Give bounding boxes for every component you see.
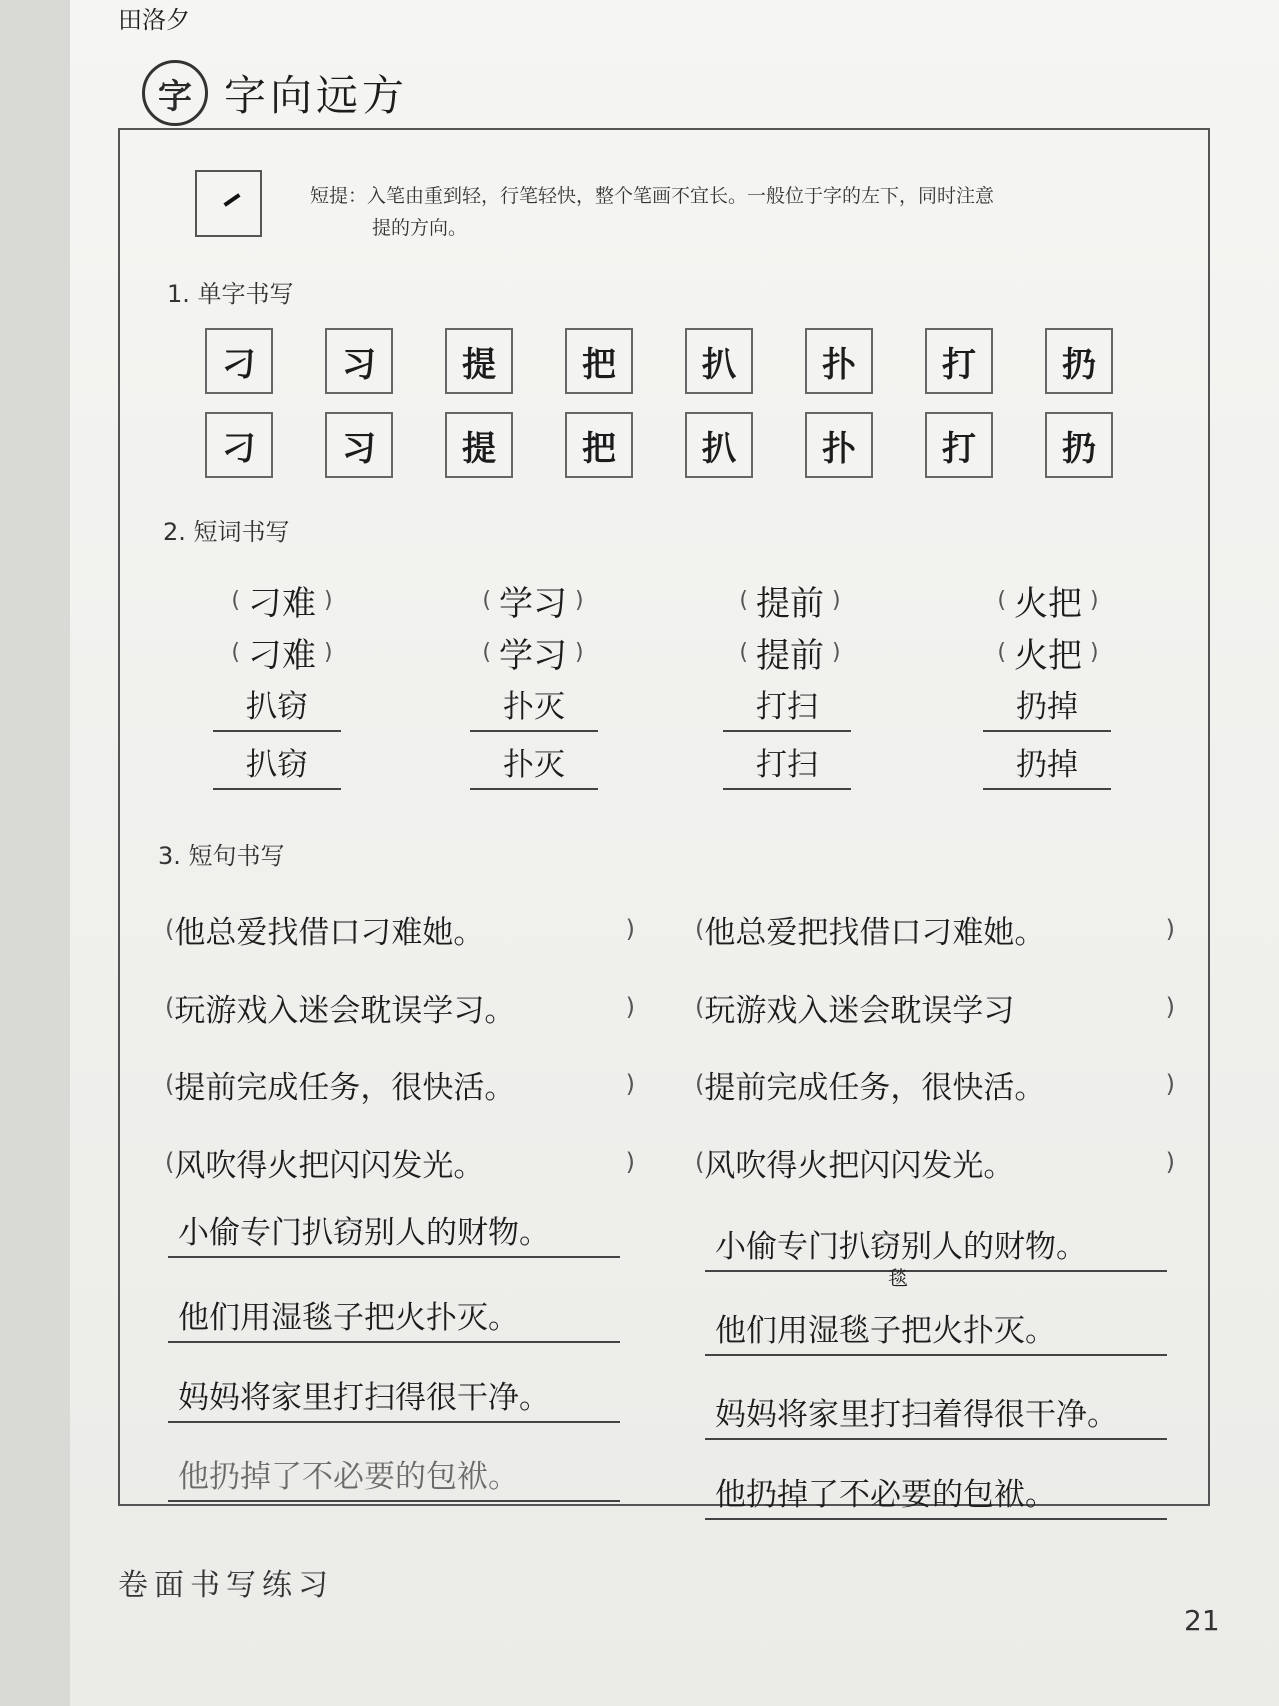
char-row-1 [205, 328, 1113, 394]
char-cell: 提 [445, 328, 513, 394]
word-writing-line: 打扫 [723, 682, 851, 732]
char-cell: 刁 [205, 328, 273, 394]
char-cell: 打 [925, 328, 993, 394]
char-cell: 扑 [805, 328, 873, 394]
char-cell: 提 [445, 412, 513, 478]
page-header [142, 58, 408, 128]
word-writing-line: 扔掉 [983, 682, 1111, 732]
sentence-writing-line: 小偷专门扒窃别人的财物。 [168, 1200, 620, 1258]
sentence-item: ( 风吹得火把闪闪发光。 ) [695, 1147, 1175, 1184]
sentence-writing-line: 妈妈将家里打扫得很干净。 [168, 1365, 620, 1423]
short-rising-stroke-icon [223, 193, 240, 207]
sentence-item: ( 玩游戏入迷会耽误学习。 ) [165, 992, 635, 1029]
char-cell: 把 [565, 328, 633, 394]
sentence-item: ( 提前完成任务，很快活。 ) [165, 1069, 635, 1106]
char-cell: 扔 [1045, 328, 1113, 394]
sentence-writing-line: 他扔掉了不必要的包袱。 [705, 1462, 1167, 1520]
sentence-item: ( 他总爱找借口刁难她。 ) [165, 914, 635, 951]
sentence-writing-line: 他们用湿毯子把火扑灭。 [705, 1298, 1167, 1356]
word-writing-line: 扑灭 [470, 740, 598, 790]
word-writing-line: 扒窃 [213, 682, 341, 732]
char-cell: 习 [325, 328, 393, 394]
char-cell: 打 [925, 412, 993, 478]
sentence-item: ( 风吹得火把闪闪发光。 ) [165, 1147, 635, 1184]
sentence-item: ( 他总爱把找借口刁难她。 ) [695, 914, 1175, 951]
char-cell: 习 [325, 412, 393, 478]
word-writing-line: 扔掉 [983, 740, 1111, 790]
section-1-title: 1. 单字书写 [167, 280, 294, 308]
sentence-item: ( 玩游戏入迷会耽误学习 ) [695, 992, 1175, 1029]
word-item: ( 火把 ) [997, 583, 1099, 624]
word-item: ( 提前 ) [739, 583, 841, 624]
char-cell: 扒 [685, 328, 753, 394]
instruction-line-1: 入笔由重到轻，行笔轻快，整个笔画不宜长。一般位于字的左下，同时注意 [367, 185, 995, 207]
word-item: ( 刁难 ) [231, 635, 333, 676]
word-item: ( 提前 ) [739, 635, 841, 676]
sentence-writing-line: 他们用湿毯子把火扑灭。 [168, 1285, 620, 1343]
section-2-title: 2. 短词书写 [163, 518, 290, 546]
char-cell: 把 [565, 412, 633, 478]
char-row-2 [205, 412, 1113, 478]
char-cell: 扑 [805, 412, 873, 478]
footer-label: 卷面书写练习 [118, 1568, 334, 1603]
student-name: 田洛夕 [118, 6, 190, 34]
word-writing-line: 扒窃 [213, 740, 341, 790]
instruction-line-2: 提的方向。 [372, 217, 468, 239]
stroke-instructions [310, 180, 1160, 244]
section-3-title: 3. 短句书写 [158, 842, 285, 870]
stroke-example-box [195, 170, 262, 237]
word-writing-line: 打扫 [723, 740, 851, 790]
char-cell: 扔 [1045, 412, 1113, 478]
sentence-writing-line: 他扔掉了不必要的包袱。 [168, 1444, 620, 1502]
sentence-writing-line: 妈妈将家里打扫着得很干净。 [705, 1382, 1167, 1440]
stroke-name: 短提： [310, 185, 368, 207]
char-cell: 扒 [685, 412, 753, 478]
correction-note: 毯 [888, 1266, 908, 1290]
sentence-writing-line: 小偷专门扒窃别人的财物。 [705, 1214, 1167, 1272]
word-item: ( 刁难 ) [231, 583, 333, 624]
word-item: ( 学习 ) [482, 583, 584, 624]
word-writing-line: 扑灭 [470, 682, 598, 732]
page-number: 21 [1184, 1604, 1220, 1637]
word-item: ( 火把 ) [997, 635, 1099, 676]
char-cell: 刁 [205, 412, 273, 478]
zi-badge-icon: 字 [142, 60, 208, 126]
word-item: ( 学习 ) [482, 635, 584, 676]
sentence-item: ( 提前完成任务，很快活。 ) [695, 1069, 1175, 1106]
page-title: 字向远方 [224, 71, 409, 120]
